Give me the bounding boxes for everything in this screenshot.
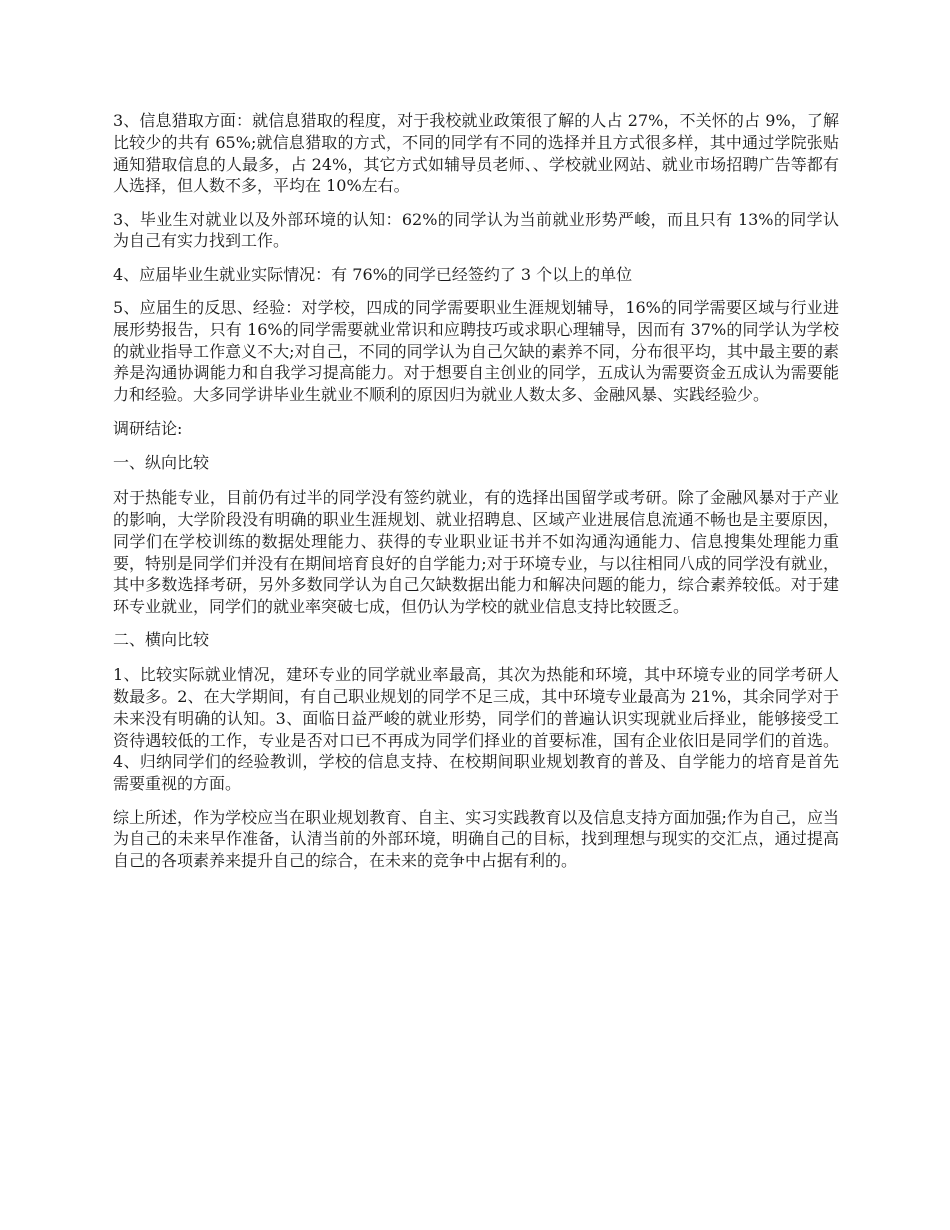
heading-conclusion: 调研结论: xyxy=(113,418,183,438)
document-body xyxy=(113,110,839,883)
heading-horizontal-comparison: 二、横向比较 xyxy=(113,630,210,650)
paragraph-info-acquisition: 3、信息猎取方面：就信息猎取的程度，对于我校就业政策很了解的人占 27%，不关怀的占 9%，了解比较少的共有 65%;就信息猎取的方式，不同的同学有不同的选择并且方式很多样，其中通过学院张贴通知猎取信息的人最多，占 24%，其它方式如辅导员老师、、学校就业网站、就业市场招聘广告等都有人选择，但人数不多，平均在 10%左右。 xyxy=(113,111,839,196)
paragraph-summary: 综上所述，作为学校应当在职业规划教育、自主、实习实践教育以及信息支持方面加强;作为自己，应当为自己的未来早作准备，认清当前的外部环境，明确自己的目标，找到理想与现实的交汇点，通过提高自己的各项素养来提升自己的综合，在未来的竞争中占据有利的。 xyxy=(113,807,839,871)
heading-vertical-comparison: 一、纵向比较 xyxy=(113,453,210,473)
paragraph-employment-status: 4、应届毕业生就业实际情况：有 76%的同学已经签约了 3 个以上的单位 xyxy=(113,264,633,284)
paragraph-horizontal-comparison: 1、比较实际就业情况，建环专业的同学就业率最高，其次为热能和环境，其中环境专业的同学考研人数最多。2、在大学期间，有自己职业规划的同学不足三成，其中环境专业最高为 21%，其余同学对于未来没有明确的认知。3、面临日益严峻的就业形势，同学们的普遍认识实现就业后择业，能够接受工资待遇较低的工作，专业是否对口已不再成为同学们择业的首要标准，国有企业依旧是同学们的首选。4、归纳同学们的经验教训，学校的信息支持、在校期间职业规划教育的普及、自学能力的培育是首先需要重视的方面。 xyxy=(113,665,839,794)
paragraph-environment-awareness: 3、毕业生对就业以及外部环境的认知：62%的同学认为当前就业形势严峻，而且只有 13%的同学认为自己有实力找到工作。 xyxy=(113,209,839,251)
paragraph-vertical-comparison: 对于热能专业，目前仍有过半的同学没有签约就业，有的选择出国留学或考研。除了金融风暴对于产业的影响，大学阶段没有明确的职业生涯规划、就业招聘息、区域产业进展信息流通不畅也是主要原因，同学们在学校训练的数据处理能力、获得的专业职业证书并不如沟通沟通能力、信息搜集处理能力重要，特别是同学们并没有在期间培育良好的自学能力;对于环境专业，与以往相同八成的同学没有就业，其中多数选择考研，另外多数同学认为自己欠缺数据出能力和解决问题的能力，综合素养较低。对于建环专业就业，同学们的就业率突破七成，但仍认为学校的就业信息支持比较匮乏。 xyxy=(113,488,839,617)
paragraph-reflection-experience: 5、应届生的反思、经验：对学校，四成的同学需要职业生涯规划辅导，16%的同学需要区域与行业进展形势报告，只有 16%的同学需要就业常识和应聘技巧或求职心理辅导，因而有 37%的同学认为学校的就业指导工作意义不大;对自己，不同的同学认为自己欠缺的素养不同，分布很平均，其中最主要的素养是沟通协调能力和自我学习提高能力。对于想要自主创业的同学，五成认为需要资金五成认为需要能力和经验。大多同学讲毕业生就业不顺利的原因归为就业人数太多、金融风暴、实践经验少。 xyxy=(113,298,839,405)
